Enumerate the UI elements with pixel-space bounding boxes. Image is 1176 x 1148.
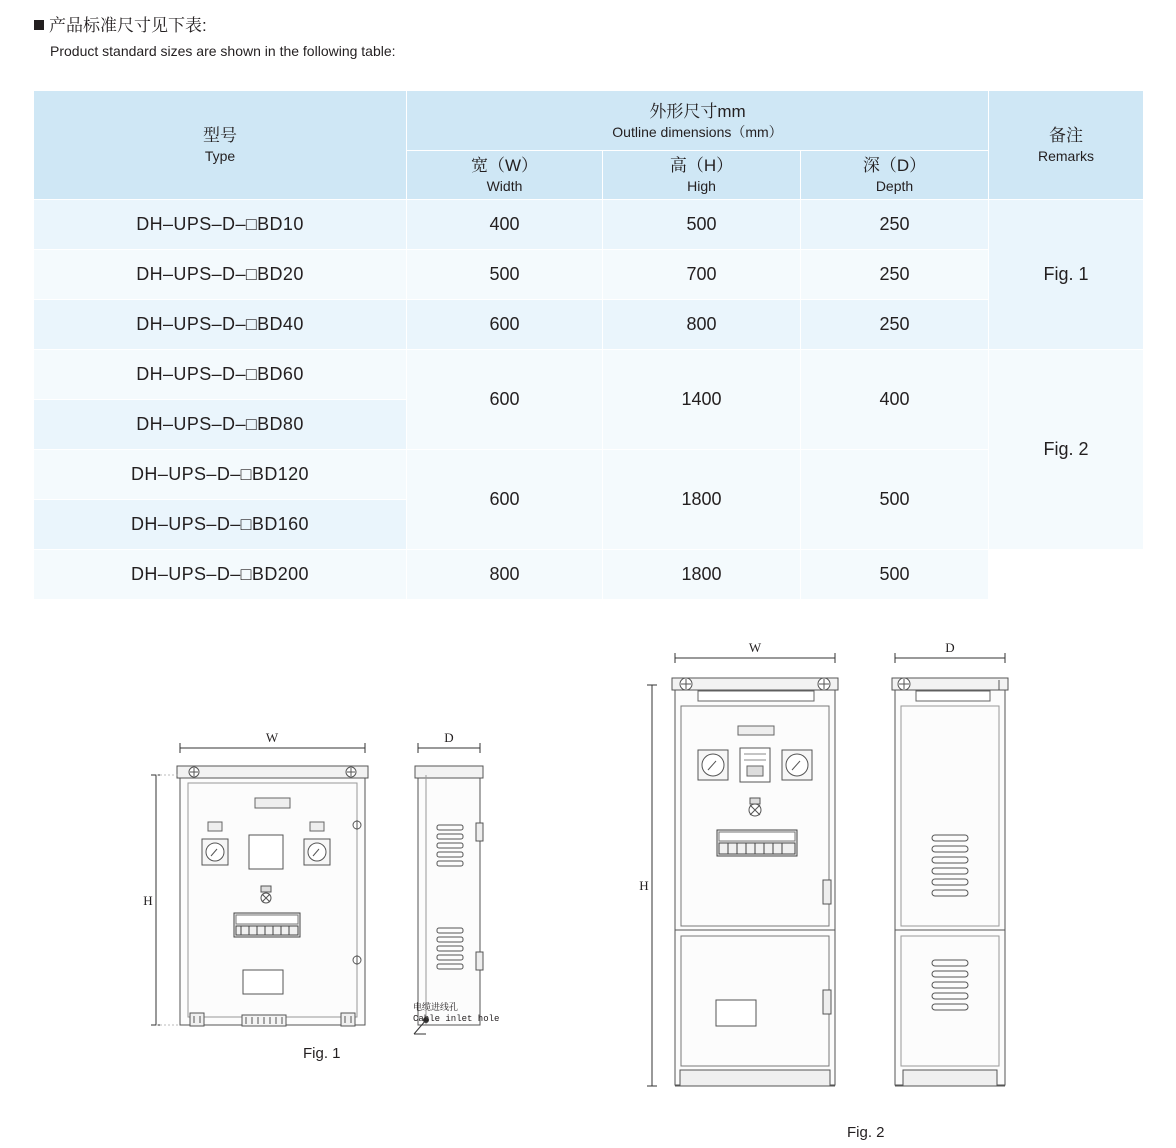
table-body: [34, 200, 1144, 600]
cell-high: 800: [603, 300, 801, 350]
fig2-label-d: D: [945, 640, 955, 655]
cell-width: 600: [407, 350, 603, 450]
cell-type: DH–UPS–D–□BD10: [34, 200, 407, 250]
cell-width: 800: [407, 550, 603, 600]
header-high-en: High: [687, 178, 716, 194]
header-outline-en: Outline dimensions（mm）: [612, 123, 783, 140]
cell-type: DH–UPS–D–□BD160: [34, 500, 407, 550]
header-high: [603, 151, 801, 200]
table-row: [34, 450, 1144, 500]
cell-high: 500: [603, 200, 801, 250]
fig1-label-h: H: [143, 893, 153, 908]
table-row: [34, 300, 1144, 350]
header-depth-cn: 深（D）: [862, 156, 927, 175]
fig2-label-h: H: [639, 878, 649, 893]
header-remarks-en: Remarks: [1037, 148, 1094, 164]
fig1-label-w: W: [265, 730, 279, 745]
header-type: [34, 91, 407, 200]
cell-type: DH–UPS–D–□BD120: [34, 450, 407, 500]
cell-depth: 250: [801, 300, 989, 350]
cell-depth: 500: [801, 550, 989, 600]
fig1-caption: Fig. 1: [303, 1045, 341, 1062]
heading-chinese-text: 产品标准尺寸见下表:: [49, 16, 207, 35]
cell-depth: 500: [801, 450, 989, 550]
cell-type: DH–UPS–D–□BD80: [34, 400, 407, 450]
heading-english: Product standard sizes are shown in the following table:: [50, 43, 396, 59]
cell-width: 600: [407, 450, 603, 550]
header-outline-dimensions: [407, 91, 989, 151]
header-remarks: [989, 91, 1144, 200]
header-outline-cn: 外形尺寸mm: [649, 101, 746, 121]
table-row: [34, 350, 1144, 400]
cell-high: 1800: [603, 550, 801, 600]
header-high-cn: 高（H）: [669, 156, 734, 175]
cell-remark-fig1: Fig. 1: [989, 200, 1144, 350]
cell-high: 700: [603, 250, 801, 300]
cell-type: DH–UPS–D–□BD60: [34, 350, 407, 400]
cell-depth: 400: [801, 350, 989, 450]
cell-width: 400: [407, 200, 603, 250]
cell-width: 500: [407, 250, 603, 300]
header-width: [407, 151, 603, 200]
figure-2-drawing: [620, 630, 1100, 1130]
header-remarks-cn: 备注: [1049, 126, 1083, 145]
fig2-caption: Fig. 2: [847, 1124, 885, 1141]
heading-chinese: [34, 14, 934, 38]
table-header: [34, 91, 1144, 200]
cell-remark-fig2: Fig. 2: [989, 350, 1144, 550]
cell-type: DH–UPS–D–□BD200: [34, 550, 407, 600]
cell-width: 600: [407, 300, 603, 350]
fig1-label-d: D: [444, 730, 454, 745]
figures-area: [0, 610, 1176, 1140]
header-depth-en: Depth: [875, 178, 914, 194]
fig1-note-chinese: 电缆进线孔: [413, 1003, 459, 1013]
table-row: [34, 250, 1144, 300]
header-type-en: Type: [204, 148, 236, 164]
header-depth: [801, 151, 989, 200]
header-type-cn: 型号: [203, 126, 237, 145]
cell-type: DH–UPS–D–□BD20: [34, 250, 407, 300]
square-bullet-icon: [34, 20, 44, 30]
fig1-note-english: Cable inlet hole: [413, 1014, 500, 1024]
header-width-en: Width: [486, 178, 523, 194]
cell-high: 1800: [603, 450, 801, 550]
fig2-label-w: W: [748, 640, 762, 655]
cell-type: DH–UPS–D–□BD40: [34, 300, 407, 350]
cell-high: 1400: [603, 350, 801, 450]
table-row: [34, 200, 1144, 250]
product-dimensions-table: [33, 90, 1144, 600]
section-heading: [34, 14, 934, 61]
cell-depth: 250: [801, 250, 989, 300]
header-width-cn: 宽（W）: [470, 156, 539, 175]
table-row: [34, 550, 1144, 600]
cell-depth: 250: [801, 200, 989, 250]
